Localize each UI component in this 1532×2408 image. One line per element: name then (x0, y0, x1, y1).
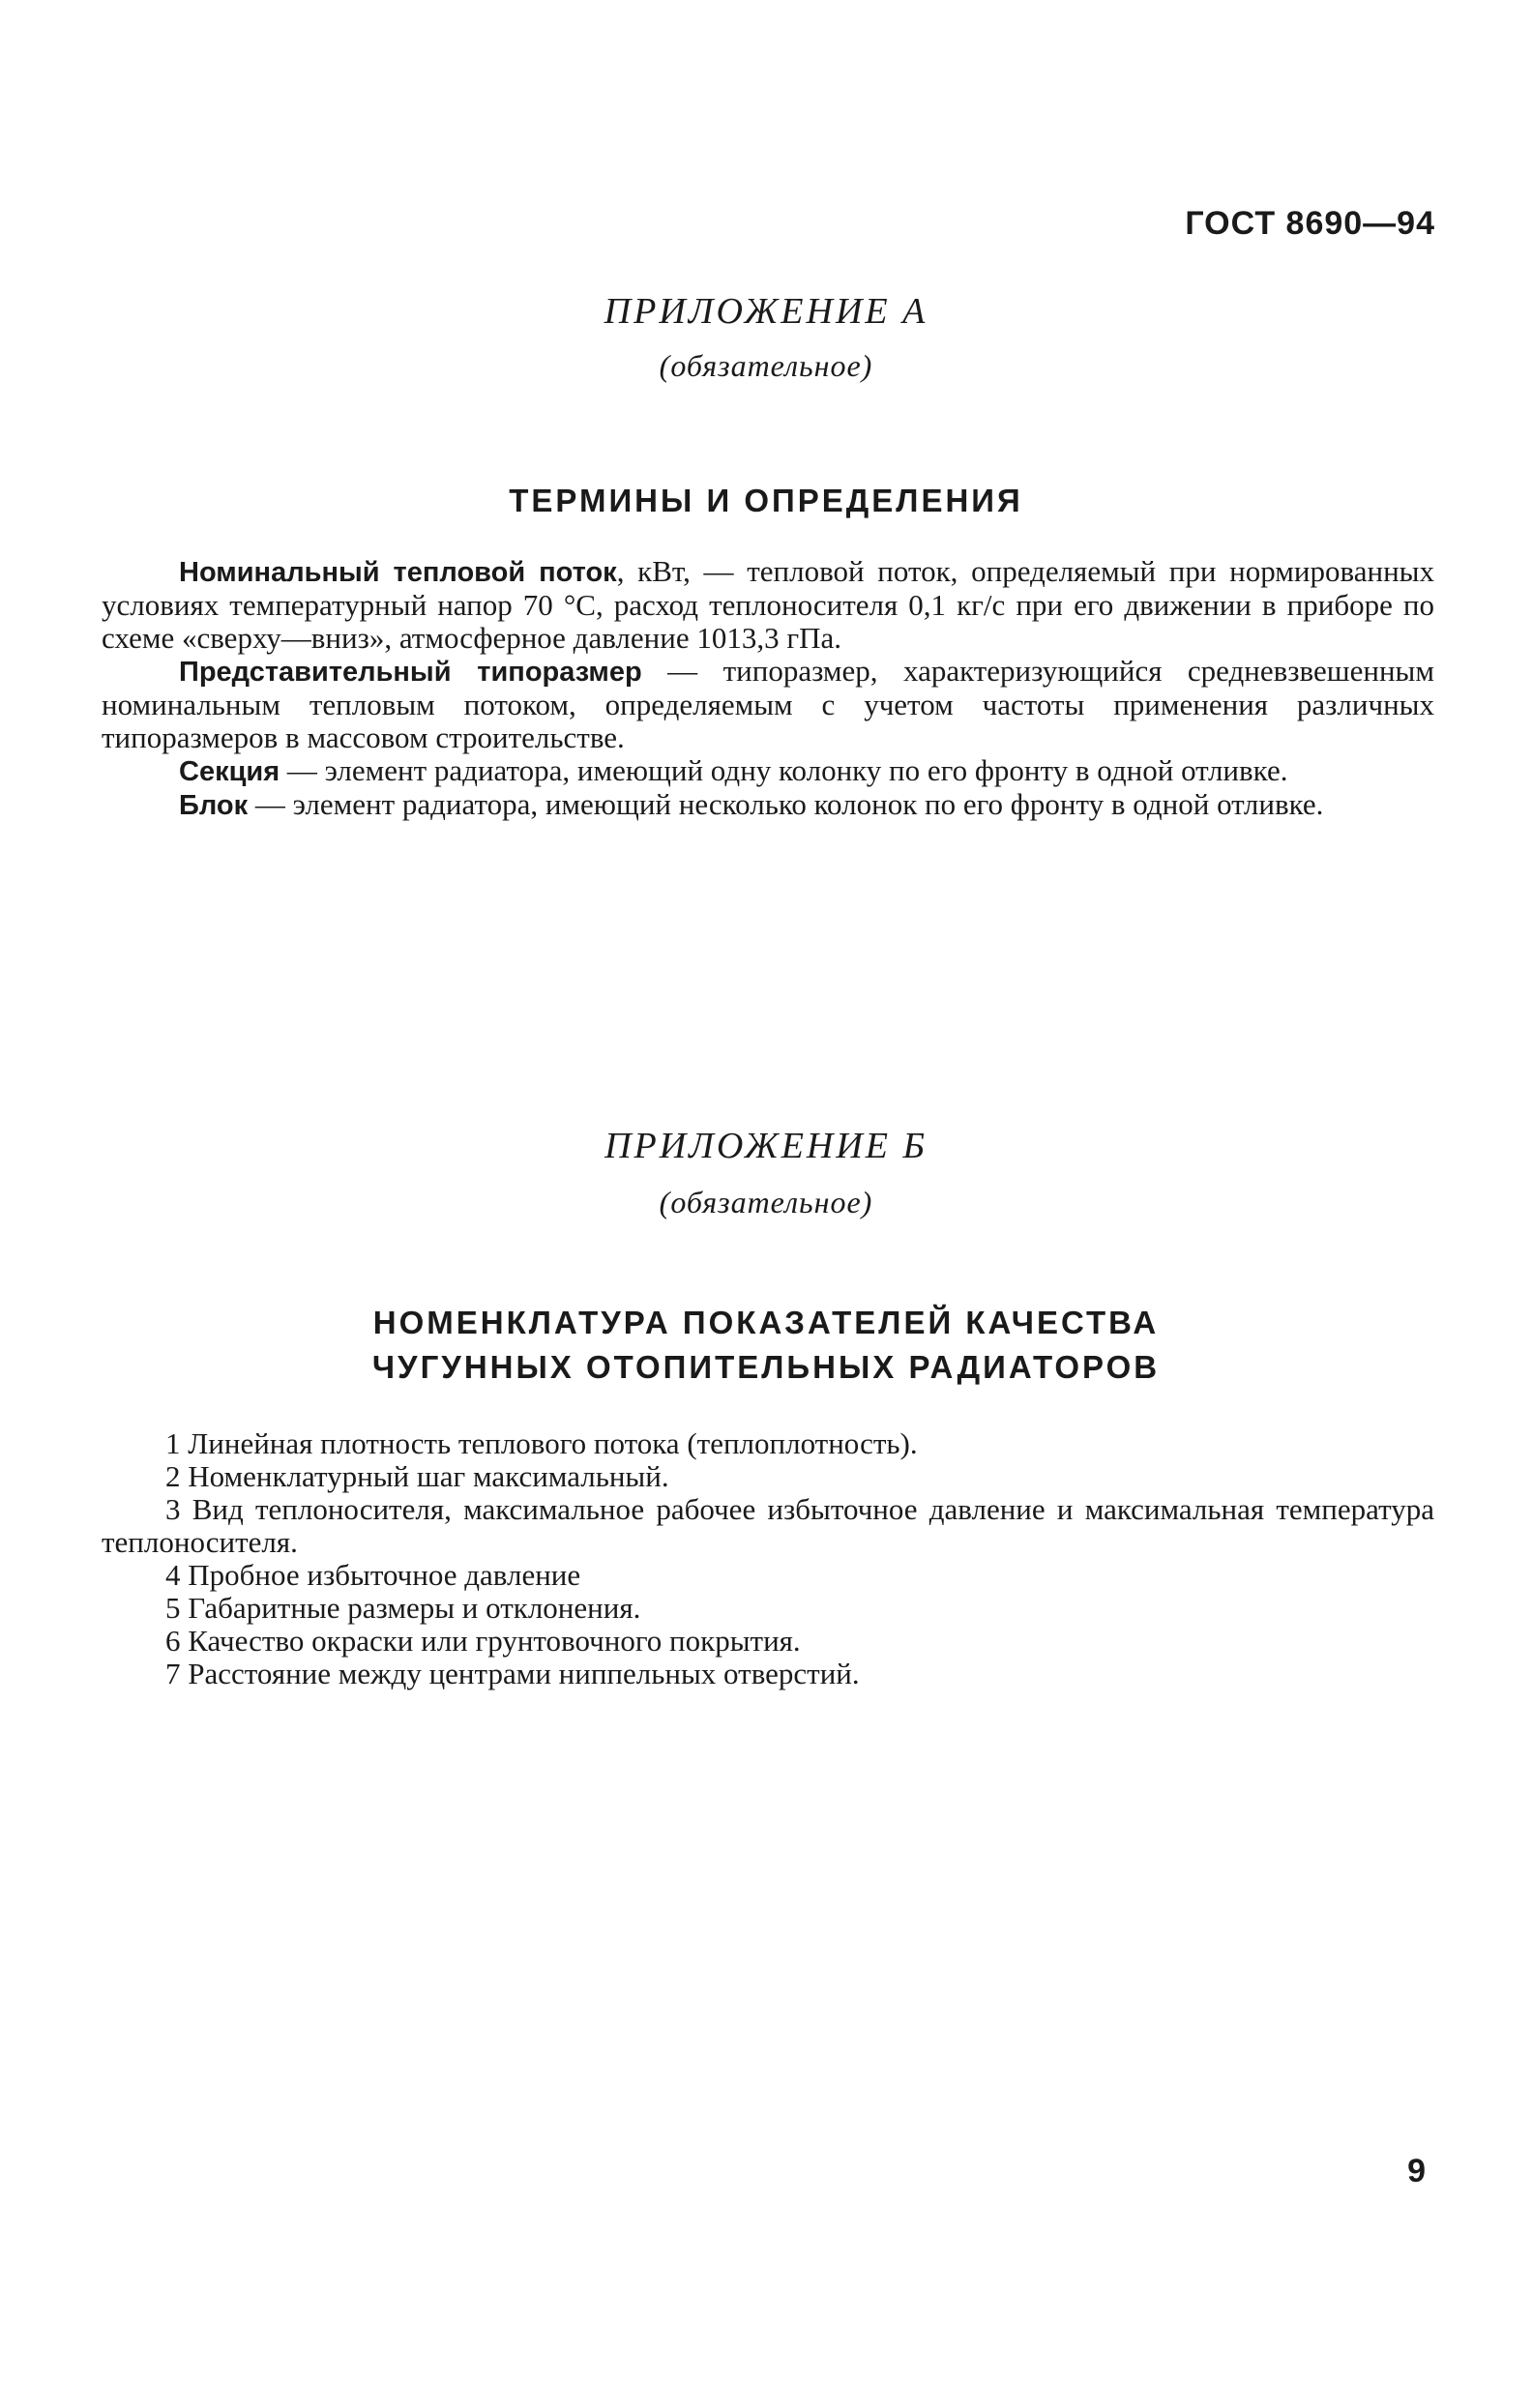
definition-text: , кВт, — тепловой поток, определяемый при нормированных условиях температурный напор 70 °С, расход теплоносителя 0,1 кг/с при его движении в приборе по схеме «сверху—вниз», атмосферное давление 1013,3 гПа. (102, 554, 1434, 655)
list-item: 3 Вид теплоносителя, максимальное рабочее избыточное давление и максимальная температура теплоносителя. (102, 1492, 1434, 1559)
list-item: 1 Линейная плотность теплового потока (теплоплотность). (165, 1426, 918, 1460)
definition-term: Представительный типоразмер (179, 657, 642, 688)
page-number: 9 (1407, 2153, 1426, 2189)
appendix-b-section-title-line1: НОМЕНКЛАТУРА ПОКАЗАТЕЛЕЙ КАЧЕСТВА (372, 1305, 1160, 1340)
definition-term: Блок (179, 790, 249, 821)
definition-text: — типоразмер, характеризующийся средневзвешенным номинальным тепловым потоком, определяемым с учетом частоты применения различных типоразмеров в массовом строительстве. (102, 654, 1434, 754)
appendix-a-section-title: ТЕРМИНЫ И ОПРЕДЕЛЕНИЯ (509, 483, 1023, 518)
list-item: 7 Расстояние между центрами ниппельных отверстий. (165, 1657, 860, 1690)
definition-term: Номинальный тепловой поток (179, 557, 617, 588)
definitions-list (102, 555, 1434, 822)
definition-item (102, 788, 1434, 822)
definition-text: — элемент радиатора, имеющий одну колонку по его фронту в одной отливке. (280, 753, 1288, 787)
definition-item (102, 754, 1434, 788)
definition-item (102, 555, 1434, 655)
appendix-b-status: (обязательное) (659, 1185, 873, 1219)
appendix-b-section-title (0, 1301, 1532, 1390)
appendix-a-status: (обязательное) (659, 348, 873, 383)
list-item: 6 Качество окраски или грунтовочного покрытия. (165, 1624, 801, 1658)
appendix-b-section-title-line2: ЧУГУННЫХ ОТОПИТЕЛЬНЫХ РАДИАТОРОВ (371, 1349, 1161, 1385)
definition-text: — элемент радиатора, имеющий несколько колонок по его фронту в одной отливке. (248, 787, 1324, 821)
appendix-b-title: ПРИЛОЖЕНИЕ Б (604, 1126, 928, 1166)
definition-term: Секция (179, 756, 280, 787)
quality-indicators-list (102, 1427, 1434, 1690)
definition-item (102, 655, 1434, 754)
appendix-a-title: ПРИЛОЖЕНИЕ А (604, 291, 928, 332)
document-header: ГОСТ 8690—94 (1185, 205, 1435, 242)
list-item: 4 Пробное избыточное давление (165, 1558, 581, 1592)
list-item: 2 Номенклатурный шаг максимальный. (165, 1459, 669, 1493)
list-item: 5 Габаритные размеры и отклонения. (165, 1591, 641, 1625)
